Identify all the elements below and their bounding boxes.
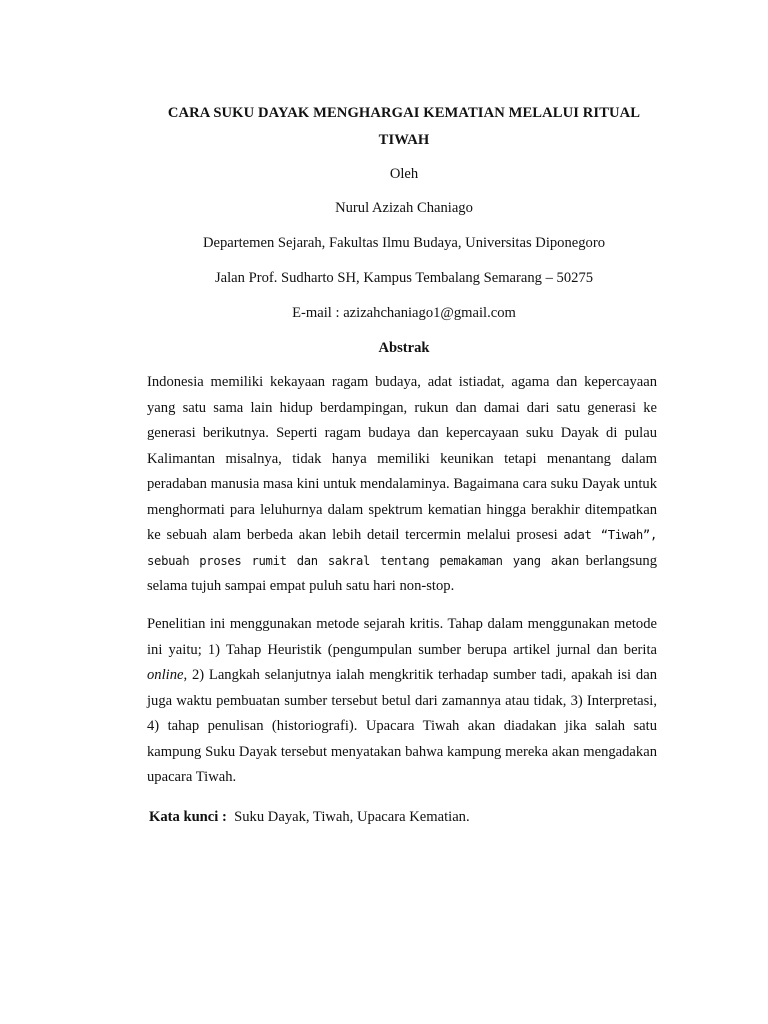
byline-label: Oleh [389,166,419,182]
abstract-paragraph-1-end: berlangsung selama tujuh sampai empat puluh satu hari non-stop. [147,552,657,594]
abstract-paragraph-2-rest: , 2) Langkah selanjutnya ialah mengkritik terhadap sumber tadi, apakah isi dan juga waktu pembuatan sumber tersebut betul dari zamannya atau tidak, 3) Interpretasi, 4) tahap penulisan (historiografi). Upacara Tiwah akan diadakan jika salah satu kampung Suku Dayak tersebut menyatakan bahwa kampung mereka akan mengadakan upacara Tiwah. [147,667,657,785]
paper-title-line-1: CARA SUKU DAYAK MENGHARGAI KEMATIAN MELALUI RITUAL [167,105,641,121]
abstract-paragraph-1-tiwah-line: adat “Tiwah”, sebuah proses rumit dan sakral tentang pemakaman yang akan [147,528,658,568]
keywords-value: Suku Dayak, Tiwah, Upacara Kematian. [234,809,470,825]
abstract-paragraph-1 [147,370,657,600]
paper-title-line-2: TIWAH [378,132,430,148]
abstract-paragraph-2-italic: online [147,667,184,683]
abstract-heading: Abstrak [378,340,430,356]
keywords-label: Kata kunci : [149,809,227,825]
author-name: Nurul Azizah Chaniago [335,200,473,216]
author-email: E-mail : azizahchaniago1@gmail.com [292,305,516,321]
abstract-paragraph-2-text: Penelitian ini menggunakan metode sejarah kritis. Tahap dalam menggunakan metode ini yaitu; 1) Tahap Heuristik (pengumpulan sumber berupa artikel jurnal dan berita [147,616,657,658]
author-affiliation: Departemen Sejarah, Fakultas Ilmu Budaya, Universitas Diponegoro [202,235,606,251]
abstract-paragraph-1-text: Indonesia memiliki kekayaan ragam budaya, adat istiadat, agama dan kepercayaan yang satu sama lain hidup berdampingan, rukun dan damai dari satu generasi ke generasi berikutnya. Seperti ragam budaya dan kepercayaan suku Dayak di pulau Kalimantan misalnya, tidak hanya memiliki keunikan tetapi menantang dalam peradaban manusia masa kini untuk mendalaminya. Bagaimana cara suku Dayak untuk menghormati para leluhurnya dalam spektrum kematian hingga berakhir ditempatkan ke sebuah alam berbeda akan lebih detail tercermin melalui prosesi [147,374,657,543]
keywords [149,806,470,828]
author-address: Jalan Prof. Sudharto SH, Kampus Tembalang Semarang – 50275 [214,270,594,286]
abstract-paragraph-2 [147,612,657,791]
